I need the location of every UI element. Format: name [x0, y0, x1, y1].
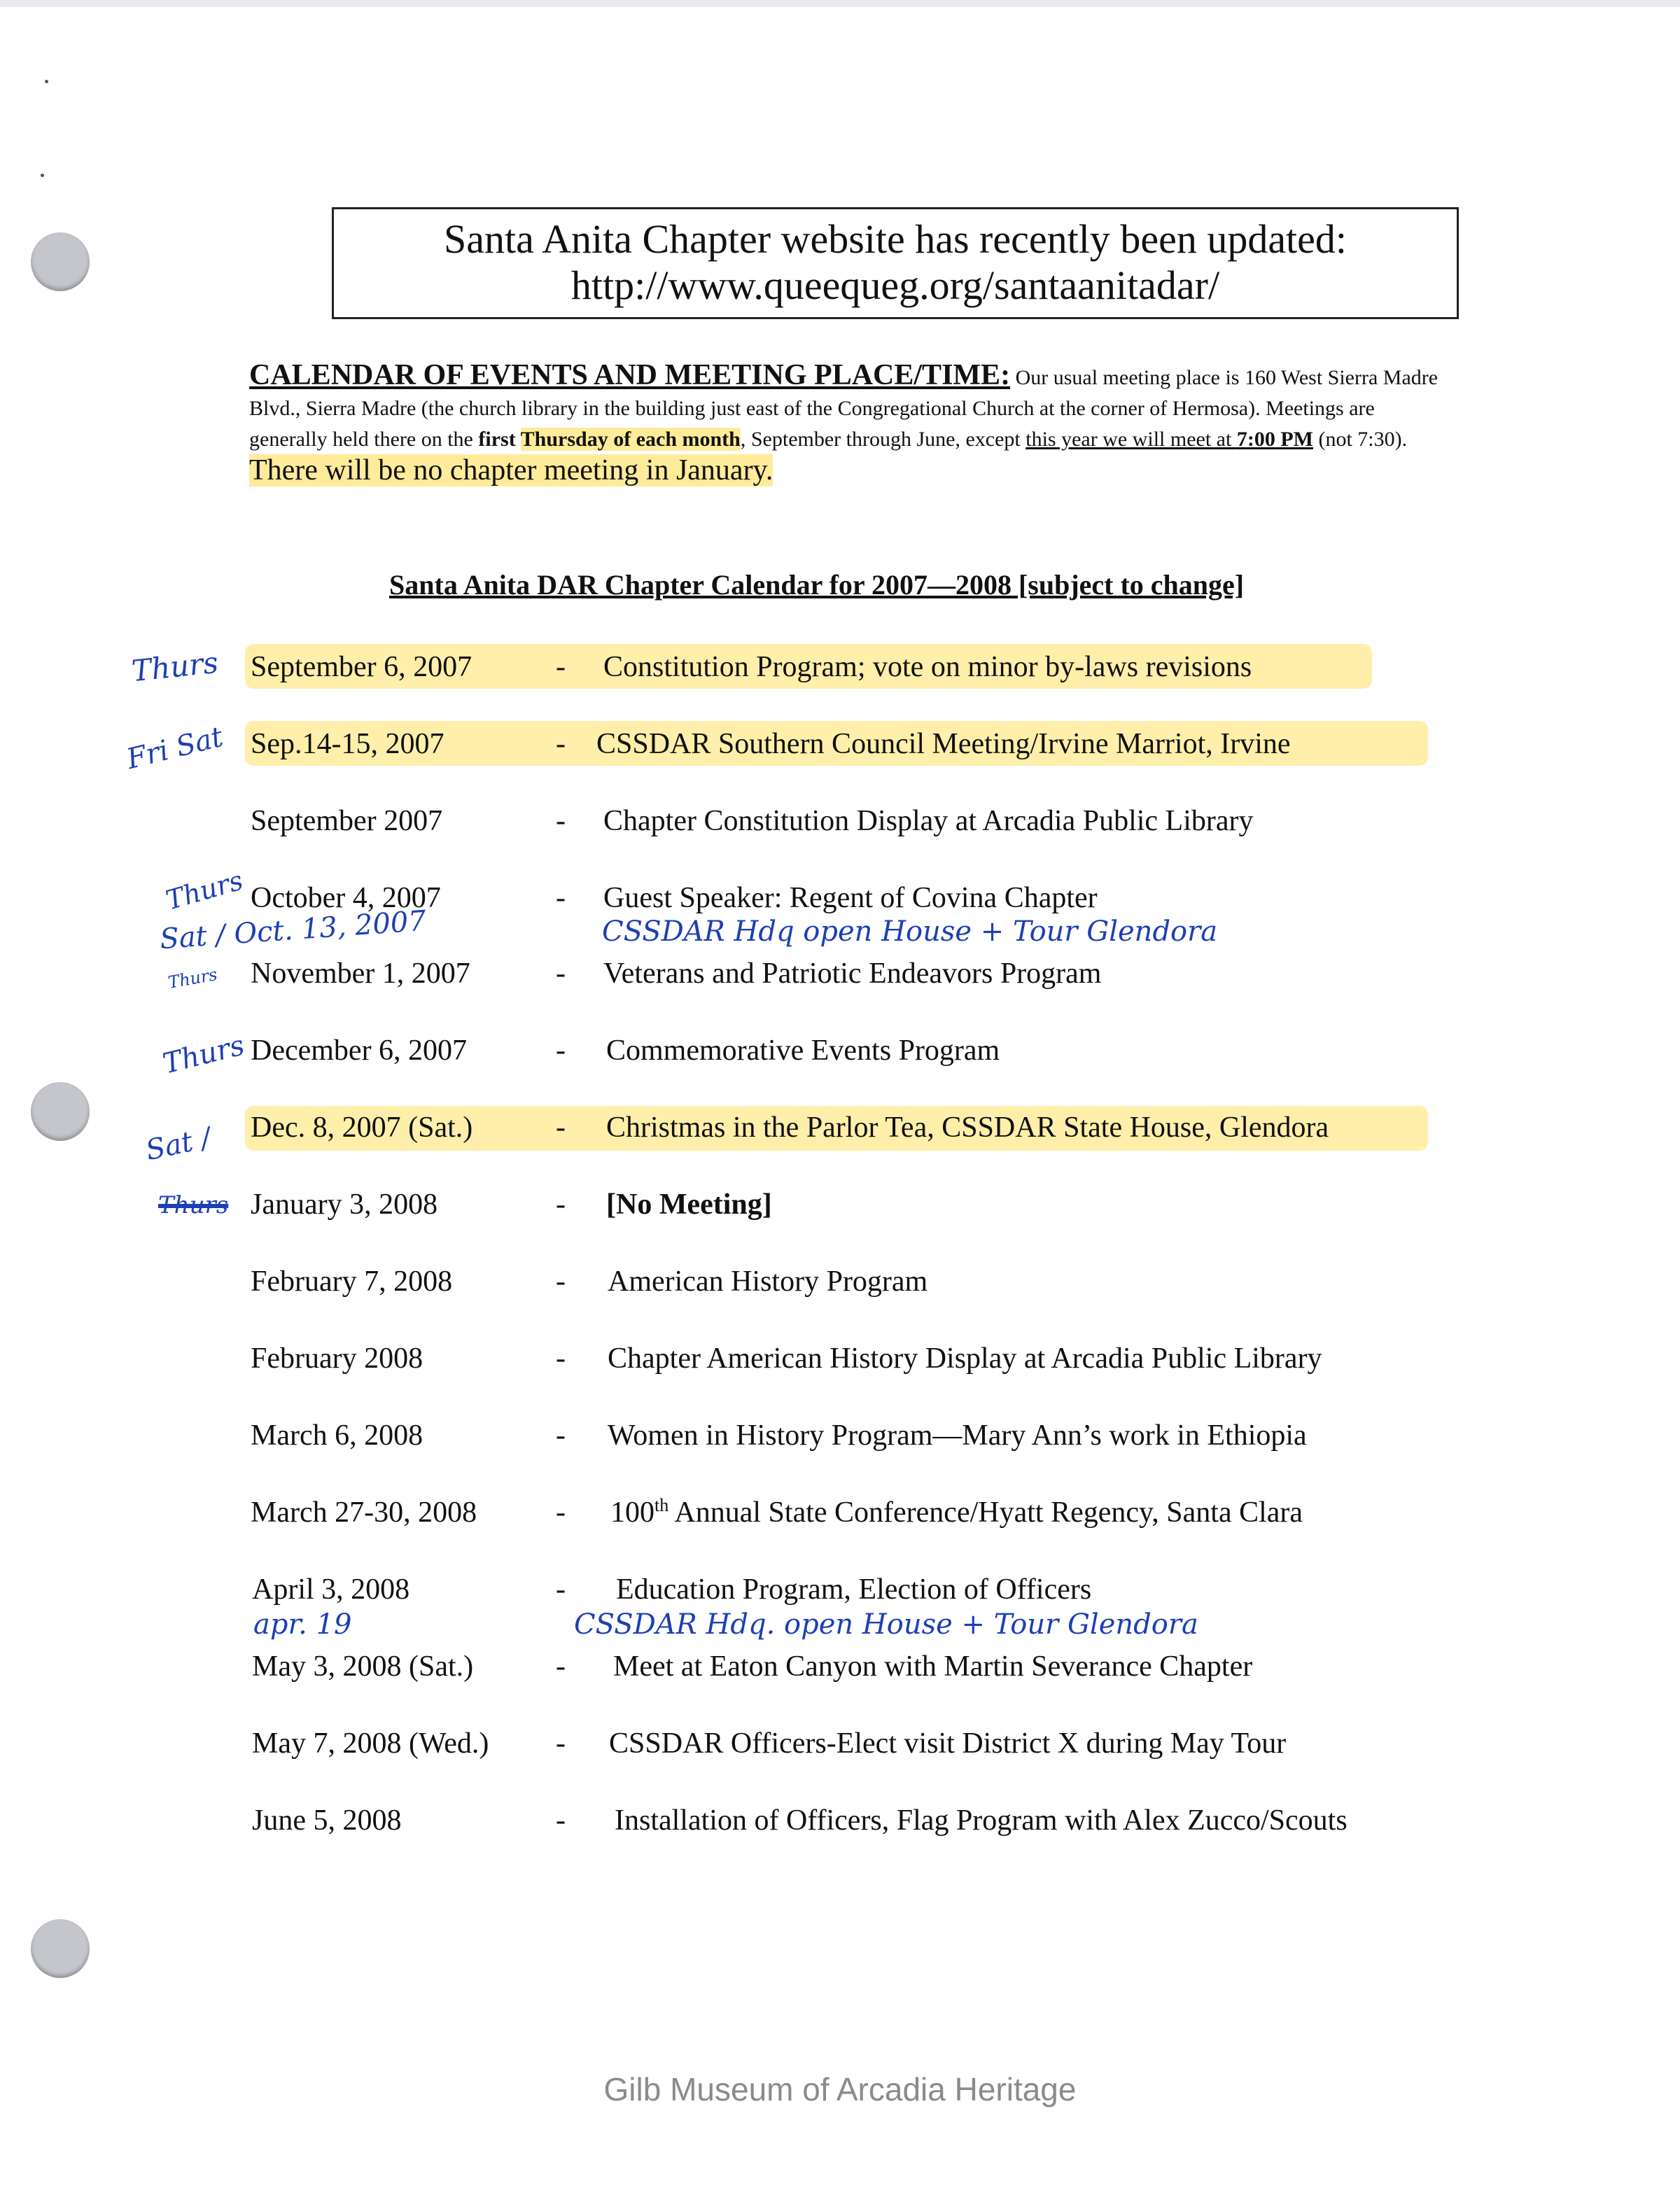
event-description: CSSDAR Officers-Elect visit District X during May Tour [609, 1727, 1287, 1760]
event-description: Veterans and Patriotic Endeavors Program [603, 958, 1102, 990]
event-description: Installation of Officers, Flag Program with Alex Zucco/Scouts [615, 1804, 1348, 1837]
website-notice-box [332, 207, 1459, 319]
separator: - [556, 958, 566, 990]
calendar-row [251, 1719, 1455, 1768]
event-description: Constitution Program; vote on minor by-laws revisions [603, 651, 1252, 683]
binder-hole [31, 1082, 90, 1141]
scan-speck [41, 174, 44, 177]
binder-hole [31, 232, 90, 291]
scan-speck [45, 80, 48, 83]
calendar-row [251, 1411, 1455, 1460]
event-description: American History Program [608, 1265, 928, 1298]
separator: - [556, 1188, 566, 1221]
separator: - [556, 805, 566, 837]
event-date: November 1, 2007 [251, 958, 470, 990]
event-date: April 3, 2008 [252, 1573, 410, 1606]
calendar-row [251, 949, 1455, 998]
calendar-row [251, 1257, 1455, 1306]
meeting-time: 7:00 PM [1236, 428, 1313, 451]
separator: - [556, 651, 566, 683]
meeting-year-note: this year we will meet at [1026, 428, 1237, 451]
separator: - [556, 1804, 566, 1837]
website-url: http://www.queequeg.org/santaanitadar/ [570, 262, 1220, 308]
event-description-text: Annual State Conference/Hyatt Regency, Santa Clara [668, 1496, 1303, 1529]
website-notice-line: Santa Anita Chapter website has recently been updated: [443, 216, 1348, 262]
calendar-row [251, 1103, 1455, 1152]
meeting-first: first [478, 428, 521, 451]
handwritten-note: Thurs [167, 965, 219, 993]
meeting-text: Our usual meeting place is 160 West Sierra Madre Blvd., Sierra Madre (the church library in the building just east of the Congregational Church at the corner of Hermosa). Meetings are generally held there on the [249, 366, 1438, 451]
event-date: September 2007 [251, 805, 443, 837]
separator: - [556, 1265, 566, 1298]
separator: - [556, 1419, 566, 1452]
ordinal-number: 100 [610, 1496, 654, 1529]
event-description: Christmas in the Parlor Tea, CSSDAR State House, Glendora [606, 1111, 1329, 1144]
binder-hole [31, 1919, 90, 1978]
event-date: May 7, 2008 (Wed.) [252, 1727, 489, 1760]
calendar-row [251, 720, 1455, 769]
handwritten-note: Sat / [143, 1121, 214, 1167]
separator: - [556, 1342, 566, 1375]
calendar-row [251, 1488, 1455, 1537]
event-description: Meet at Eaton Canyon with Martin Severance Chapter [613, 1650, 1253, 1683]
event-description [610, 1488, 1303, 1537]
handwritten-note: apr. 19 [253, 1608, 352, 1641]
calendar-row [251, 1565, 1455, 1614]
calendar-heading: CALENDAR OF EVENTS AND MEETING PLACE/TIME: [249, 359, 1011, 391]
event-date: September 6, 2007 [251, 651, 472, 683]
event-description: CSSDAR Southern Council Meeting/Irvine Marriot, Irvine [596, 728, 1291, 760]
separator: - [556, 1035, 566, 1067]
meeting-thursday: Thursday of each month [520, 428, 741, 451]
calendar-row [251, 1334, 1455, 1383]
event-description: Guest Speaker: Regent of Covina Chapter [603, 882, 1098, 914]
calendar-row [251, 643, 1455, 692]
calendar-row [251, 1642, 1455, 1691]
event-description: Chapter American History Display at Arcadia Public Library [608, 1342, 1322, 1375]
event-description: [No Meeting] [606, 1188, 772, 1221]
event-date: February 7, 2008 [251, 1265, 453, 1298]
event-date: Dec. 8, 2007 (Sat.) [251, 1111, 473, 1144]
event-date: June 5, 2008 [252, 1804, 402, 1837]
event-date: January 3, 2008 [251, 1188, 438, 1221]
separator: - [556, 1573, 566, 1606]
handwritten-note: Sat / Oct. 13, 2007 [158, 904, 428, 956]
handwritten-note: CSSDAR Hdq. open House + Tour Glendora [574, 1608, 1198, 1641]
separator: - [556, 1111, 566, 1144]
calendar-row [251, 1796, 1455, 1845]
separator: - [556, 728, 566, 760]
calendar-row [251, 797, 1455, 846]
handwritten-note: Fri Sat [123, 720, 227, 776]
handwritten-note: CSSDAR Hdq open House + Tour Glendora [602, 916, 1218, 948]
handwritten-crossed-out-note: Thurs [158, 1191, 229, 1219]
separator: - [556, 882, 566, 914]
meeting-info-paragraph [249, 360, 1453, 489]
event-description: Chapter Constitution Display at Arcadia Public Library [603, 805, 1254, 837]
handwritten-note: Thurs [130, 645, 220, 689]
meeting-text: (not 7:30). [1312, 428, 1408, 451]
watermark-footer: Gilb Museum of Arcadia Heritage [603, 2071, 1077, 2108]
event-description: Women in History Program—Mary Ann’s work in Ethiopia [608, 1419, 1307, 1452]
handwritten-note: Thurs [160, 1029, 248, 1081]
meeting-text: , September through June, except [740, 428, 1026, 451]
scan-top-edge [0, 0, 1680, 7]
handwritten-note: Thurs [162, 864, 246, 916]
event-date: December 6, 2007 [251, 1035, 468, 1067]
ordinal-suffix: th [654, 1495, 669, 1515]
january-notice: There will be no chapter meeting in January. [249, 454, 774, 486]
event-date: May 3, 2008 (Sat.) [252, 1650, 474, 1683]
separator: - [556, 1650, 566, 1683]
event-date: March 27-30, 2008 [251, 1496, 477, 1529]
calendar-row [251, 1026, 1455, 1075]
event-date: March 6, 2008 [251, 1419, 424, 1452]
event-date: October 4, 2007 [251, 882, 441, 914]
event-date: February 2008 [251, 1342, 424, 1375]
calendar-row [251, 1180, 1455, 1229]
event-date: Sep.14-15, 2007 [251, 728, 444, 760]
separator: - [556, 1496, 566, 1529]
event-description: Education Program, Election of Officers [616, 1573, 1092, 1606]
event-description: Commemorative Events Program [606, 1035, 1000, 1067]
separator: - [556, 1727, 566, 1760]
calendar-title: Santa Anita DAR Chapter Calendar for 2007—2008 [subject to change] [389, 569, 1245, 601]
